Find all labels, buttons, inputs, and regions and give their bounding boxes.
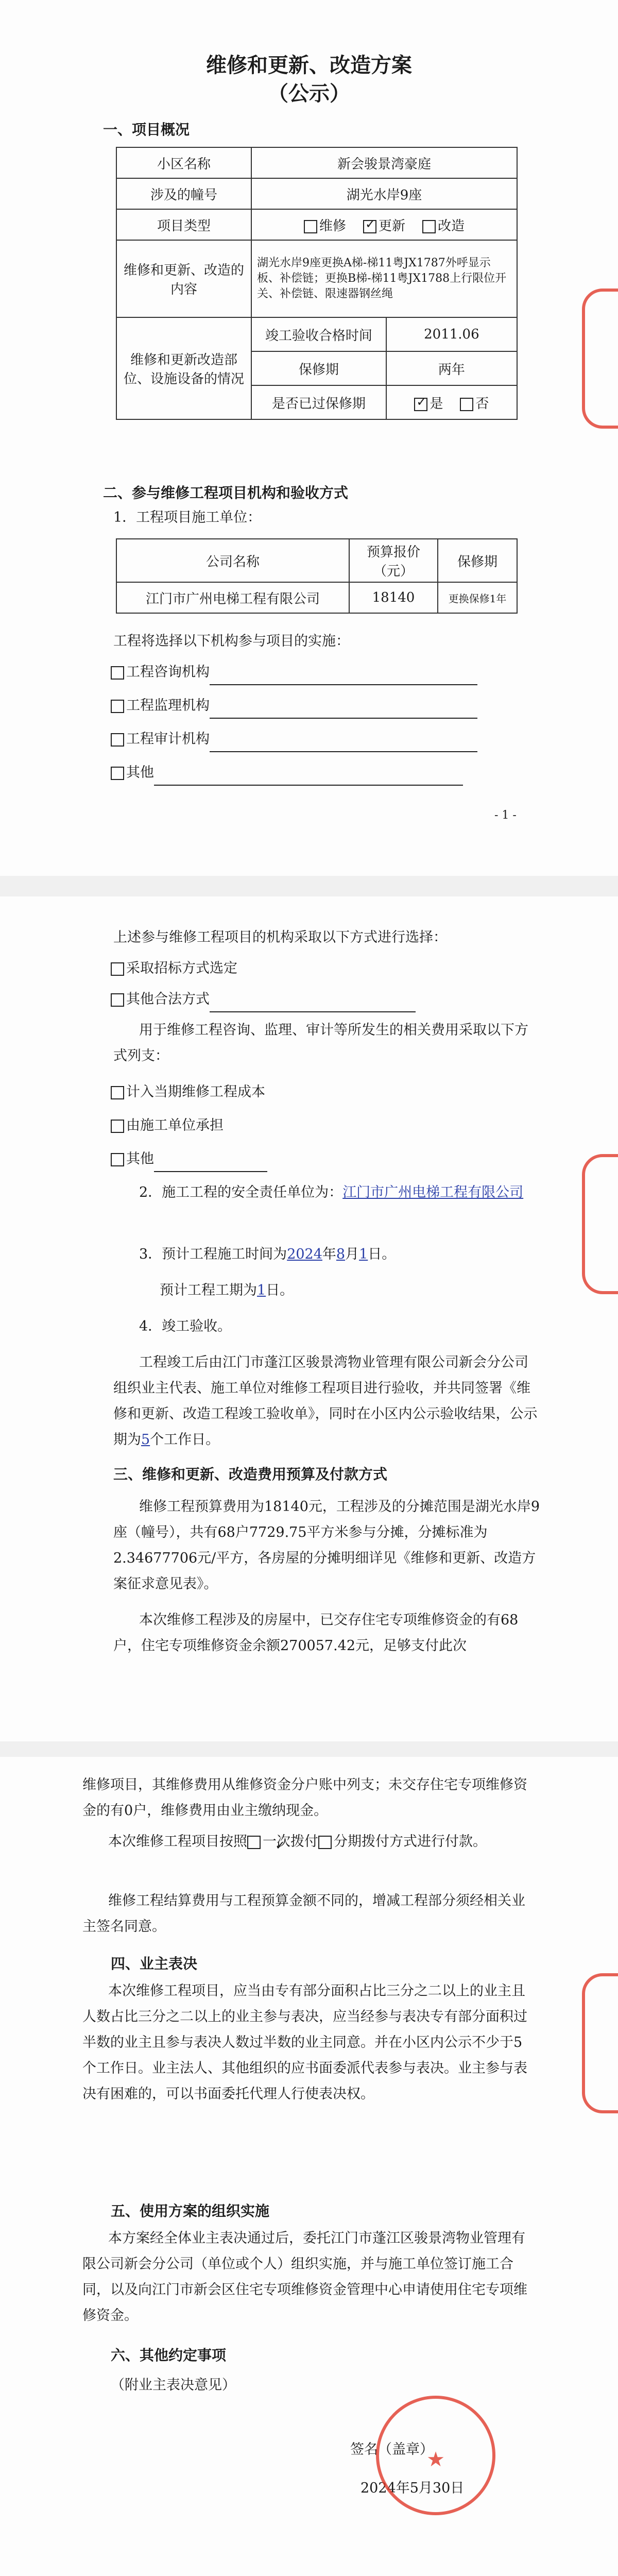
org-label: 工程监理机构 — [126, 698, 210, 714]
cell-label: 维修和更新改造部位、设施设备的情况 — [116, 317, 251, 419]
seam-stamp — [582, 1973, 618, 2113]
org-label: 其他 — [126, 765, 154, 781]
checkbox-other[interactable] — [111, 767, 124, 780]
cell-value: 湖光水岸9座更换A梯-梯11粤JX1787外呼显示板、补偿链；更换B梯-梯11粤JX1788上行限位开关、补偿链、限速器钢丝绳 — [251, 240, 517, 317]
duration: 1 — [257, 1282, 266, 1298]
option-label: 否 — [475, 396, 489, 412]
option-label: 是 — [430, 396, 443, 412]
p2-line-9: 3．预计工程施工时间为2024年8月1日。 — [139, 1246, 396, 1262]
section-3-heading: 三、维修和更新、改造费用预算及付款方式 — [113, 1466, 388, 1483]
p2-line-11: 4．竣工验收。 — [139, 1318, 232, 1334]
checkbox-lawful[interactable] — [111, 993, 124, 1007]
checkbox-consult[interactable] — [111, 666, 124, 680]
p2-line-5 — [111, 1079, 265, 1105]
section-2-heading: 二、参与维修工程项目机构和验收方式 — [103, 484, 349, 501]
option-label: 一次拨付 — [263, 1834, 318, 1850]
option-label: 由施工单位承担 — [126, 1117, 224, 1133]
doc-subtitle: （公示） — [268, 81, 350, 106]
option-label: 改造 — [438, 218, 465, 234]
cell-value: 新会骏景湾豪庭 — [251, 147, 517, 178]
header-budget: 预算报价（元） — [349, 539, 438, 582]
public-days: 5 — [141, 1432, 150, 1448]
org-line-other — [111, 760, 463, 786]
checkbox-tender[interactable] — [111, 962, 124, 976]
company-seal-stamp — [376, 2396, 495, 2515]
checkbox-renovate[interactable] — [422, 220, 436, 233]
start-day: 1 — [359, 1246, 368, 1262]
checkbox-update[interactable] — [363, 220, 376, 233]
section-5-heading: 五、使用方案的组织实施 — [111, 2202, 270, 2219]
text-fragment: 个工作日。 — [150, 1432, 220, 1448]
blank-line[interactable] — [154, 1156, 267, 1172]
cell-label: 竣工验收合格时间 — [251, 317, 386, 351]
item-1: 1．工程项目施工单位： — [113, 510, 262, 526]
company-name: 江门市广州电梯工程有限公司 — [116, 582, 349, 613]
cell-value: 2011.06 — [386, 317, 517, 351]
section-6-heading: 六、其他约定事项 — [111, 2347, 227, 2364]
signature-label: 签名（盖章） — [350, 2442, 434, 2458]
cell-label: 保修期 — [251, 351, 386, 385]
org-line-consult — [111, 659, 477, 685]
org-label: 工程咨询机构 — [126, 664, 210, 680]
option-label: 计入当期维修工程成本 — [126, 1084, 265, 1100]
checkbox-no[interactable] — [460, 398, 473, 411]
p2-line-13: 维修工程预算费用为18140元，工程涉及的分摊范围是湖光水岸9座（幢号），共有68户7729.75平方米参与分摊，分摊标准为2.34677706元/平方，各房屋的分摊明细详见《维修和更新、改造方案征求意见表》。 — [113, 1499, 540, 1592]
option-label: 分期拨付 — [334, 1834, 389, 1850]
text-fragment: 本次维修工程项目按照 — [108, 1834, 247, 1850]
org-choose-text: 工程将选择以下机构参与项目的实施： — [113, 633, 350, 649]
blank-line[interactable] — [210, 669, 477, 685]
doc-title: 维修和更新、改造方案 — [206, 53, 412, 77]
page-3 — [0, 1757, 618, 2576]
project-overview-table — [116, 147, 518, 420]
cell-value: 两年 — [386, 351, 517, 385]
blank-line[interactable] — [210, 736, 477, 752]
cell-label: 维修和更新、改造的内容 — [116, 240, 251, 317]
option-label: 其他合法方式 — [126, 991, 210, 1007]
option-label: 维修 — [319, 218, 346, 234]
budget-value: 18140 — [349, 582, 438, 613]
p2-line-14: 本次维修工程涉及的房屋中，已交存住宅专项维修资金的有68户，住宅专项维修资金余额270057.42元，足够支付此次 — [113, 1612, 519, 1654]
p3-line-5: 本方案经全体业主表决通过后，委托江门市蓬江区骏景湾物业管理有限公司新会分公司（单位或个人）组织实施，并与施工单位签订施工合同，以及向江门市新会区住宅专项维修资金管理中心申请使用住宅专项维修资金。 — [82, 2230, 527, 2324]
p2-line-1: 上述参与维修工程项目的机构采取以下方式进行选择： — [113, 929, 447, 945]
cell-label: 涉及的幢号 — [116, 178, 251, 209]
checkbox-supervise[interactable] — [111, 700, 124, 713]
project-type-options — [251, 209, 517, 240]
p2-line-12 — [113, 1350, 541, 1453]
cell-label: 项目类型 — [116, 209, 251, 240]
checkbox-audit[interactable] — [111, 733, 124, 747]
p2-line-8 — [113, 1180, 541, 1206]
section-1-heading: 一、项目概况 — [103, 121, 190, 138]
page-gap — [0, 1741, 618, 1757]
checkbox-one-time[interactable] — [247, 1836, 261, 1849]
p3-line-4: 本次维修工程项目，应当由专有部分面积占比三分之二以上的业主且人数占比三分之二以上的业主参与表决，应当经参与表决专有部分面积过半数的业主且参与表决人数过半数的业主同意。并在小区内公示不少于5个工作日。业主法人、其他组织的应书面委派代表参与表决。业主参与表决有困难的，可以书面委托代理人行使表决权。 — [82, 1983, 527, 2102]
contractor-table — [116, 538, 518, 614]
p2-line-4: 用于维修工程咨询、监理、审计等所发生的相关费用采取以下方式列支： — [113, 1022, 528, 1064]
org-label: 工程审计机构 — [126, 731, 210, 747]
org-line-audit — [111, 726, 477, 752]
option-label: 更新 — [378, 218, 405, 234]
checkbox-contractor-bear[interactable] — [111, 1120, 124, 1133]
safety-unit: 江门市广州电梯工程有限公司 — [342, 1184, 524, 1200]
cell-label: 是否已过保修期 — [251, 385, 386, 419]
text-fragment: 方式进行付款。 — [389, 1834, 487, 1850]
page-1 — [0, 0, 618, 876]
org-line-supervise — [111, 693, 477, 719]
seam-stamp — [582, 289, 618, 429]
start-month: 8 — [336, 1246, 346, 1262]
checkbox-installments[interactable] — [318, 1836, 332, 1849]
p2-line-2 — [111, 956, 237, 981]
start-year: 2024 — [287, 1246, 322, 1262]
checkbox-other-expense[interactable] — [111, 1153, 124, 1166]
warranty-value: 更换保修1年 — [438, 582, 517, 613]
section-4-heading: 四、业主表决 — [111, 1955, 198, 1972]
option-label: 采取招标方式选定 — [126, 960, 237, 976]
cell-label: 小区名称 — [116, 147, 251, 178]
blank-line[interactable] — [210, 702, 477, 719]
page-number: - 1 - — [494, 809, 517, 822]
cell-value: 湖光水岸9座 — [251, 178, 517, 209]
p2-line-6 — [111, 1113, 224, 1139]
p2-line-10: 预计工程工期为1日。 — [160, 1282, 294, 1298]
sign-date: 2024年5月30日 — [360, 2480, 465, 2496]
page-2 — [0, 896, 618, 1741]
option-label: 其他 — [126, 1151, 154, 1167]
p2-line-3 — [111, 987, 416, 1012]
seam-stamp — [582, 1154, 618, 1294]
blank-line[interactable] — [154, 769, 463, 786]
page-gap — [0, 876, 618, 896]
star-icon: ★ — [426, 2448, 445, 2471]
header-warranty: 保修期 — [438, 539, 517, 582]
p3-line-3: 维修工程结算费用与工程预算金额不同的，增减工程部分须经相关业主签名同意。 — [82, 1893, 525, 1935]
warranty-options — [386, 385, 517, 419]
blank-line[interactable] — [210, 996, 416, 1012]
p2-line-7 — [111, 1146, 267, 1172]
checkbox-repair[interactable] — [304, 220, 317, 233]
p3-line-6: （附业主表决意见） — [111, 2377, 236, 2393]
checkbox-cost[interactable] — [111, 1086, 124, 1099]
p3-line-1: 维修项目，其维修费用从维修资金分户账中列支；未交存住宅专项维修资金的有0户，维修费用由业主缴纳现金。 — [82, 1777, 527, 1819]
text-fragment: 3．预计工程施工时间为 — [139, 1246, 287, 1262]
header-company: 公司名称 — [116, 539, 349, 582]
text-fragment: 工程竣工后由江门市蓬江区骏景湾物业管理有限公司新会分公司组织业主代表、施工单位对维修工程项目进行验收，并共同签署《维修和更新、改造工程竣工验收单》，同时在小区内公示验收结果，公示期为 — [113, 1354, 538, 1448]
text-fragment: 预计工程工期为 — [160, 1282, 257, 1298]
text-fragment: 2．施工工程的安全责任单位为： — [139, 1184, 343, 1200]
p3-line-2 — [82, 1829, 536, 1855]
checkbox-yes[interactable] — [414, 398, 427, 411]
